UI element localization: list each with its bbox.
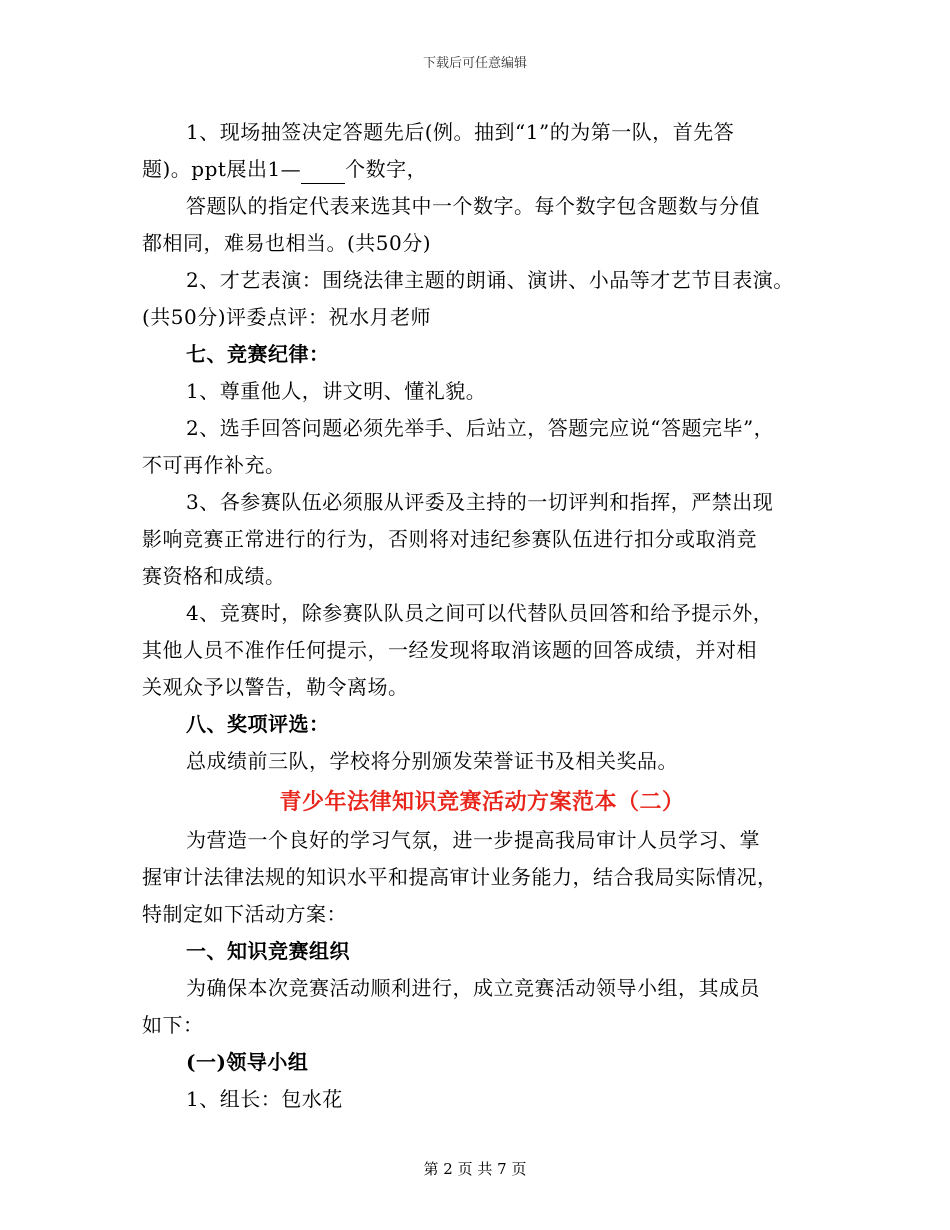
paragraph-line: 其他人员不准作任何提示，一经发现将取消该题的回答成绩，并对相 <box>142 638 757 662</box>
paragraph-line: 为营造一个良好的学习气氛，进一步提高我局审计人员学习、掌 <box>186 828 760 852</box>
paragraph-line: 关观众予以警告，勒令离场。 <box>142 675 409 699</box>
paragraph-line: 握审计法律法规的知识水平和提高审计业务能力，结合我局实际情况， <box>142 865 778 889</box>
paragraph-line: 为确保本次竞赛活动顺利进行，成立竞赛活动领导小组，其成员 <box>186 976 760 1000</box>
section-heading: 八、奖项评选： <box>186 712 330 736</box>
document-title: 青少年法律知识竞赛活动方案范本（二） <box>279 789 685 815</box>
paragraph-line: 赛资格和成绩。 <box>142 564 286 588</box>
paragraph-line: 1、现场抽签决定答题先后(例。抽到“1”的为第一队，首先答 <box>186 120 735 144</box>
paragraph-line: 1、尊重他人，讲文明、懂礼貌。 <box>186 379 487 403</box>
paragraph-line: 3、各参赛队伍必须服从评委及主持的一切评判和指挥，严禁出现 <box>186 490 774 514</box>
paragraph-line: 题)。ppt展出1— 个数字， <box>142 151 822 188</box>
paragraph-line: 不可再作补充。 <box>142 453 286 477</box>
section-heading: 一、知识竞赛组织 <box>186 939 350 963</box>
paragraph-line: 影响竞赛正常进行的行为，否则将对违纪参赛队伍进行扣分或取消竞 <box>142 527 757 551</box>
paragraph-line: 4、竞赛时，除参赛队队员之间可以代替队员回答和给予提示外， <box>186 601 774 625</box>
paragraph-line: 总成绩前三队，学校将分别颁发荣誉证书及相关奖品。 <box>186 749 678 773</box>
paragraph-line: 2、选手回答问题必须先举手、后站立，答题完应说“答题完毕”， <box>186 416 775 440</box>
paragraph-line: 2、才艺表演：围绕法律主题的朗诵、演讲、小品等才艺节目表演。 <box>186 268 794 292</box>
paragraph-line: 答题队的指定代表来选其中一个数字。每个数字包含题数与分值 <box>186 194 760 218</box>
document-body <box>142 114 822 1118</box>
paragraph-line: (共50分)评委点评：祝水月老师 <box>142 305 432 329</box>
fill-in-blank <box>301 163 345 184</box>
page-header: 下载后可任意编辑 <box>422 56 527 71</box>
paragraph-line: 如下： <box>142 1013 204 1037</box>
paragraph-line: 1、组长：包水花 <box>186 1087 343 1111</box>
section-heading: 七、竞赛纪律： <box>186 342 330 366</box>
paragraph-line: 都相同，难易也相当。(共50分) <box>142 231 432 255</box>
page-footer: 第 2 页 共 7 页 <box>423 1160 527 1178</box>
paragraph-line: 特制定如下活动方案： <box>142 902 347 926</box>
section-heading: (一)领导小组 <box>186 1050 309 1074</box>
